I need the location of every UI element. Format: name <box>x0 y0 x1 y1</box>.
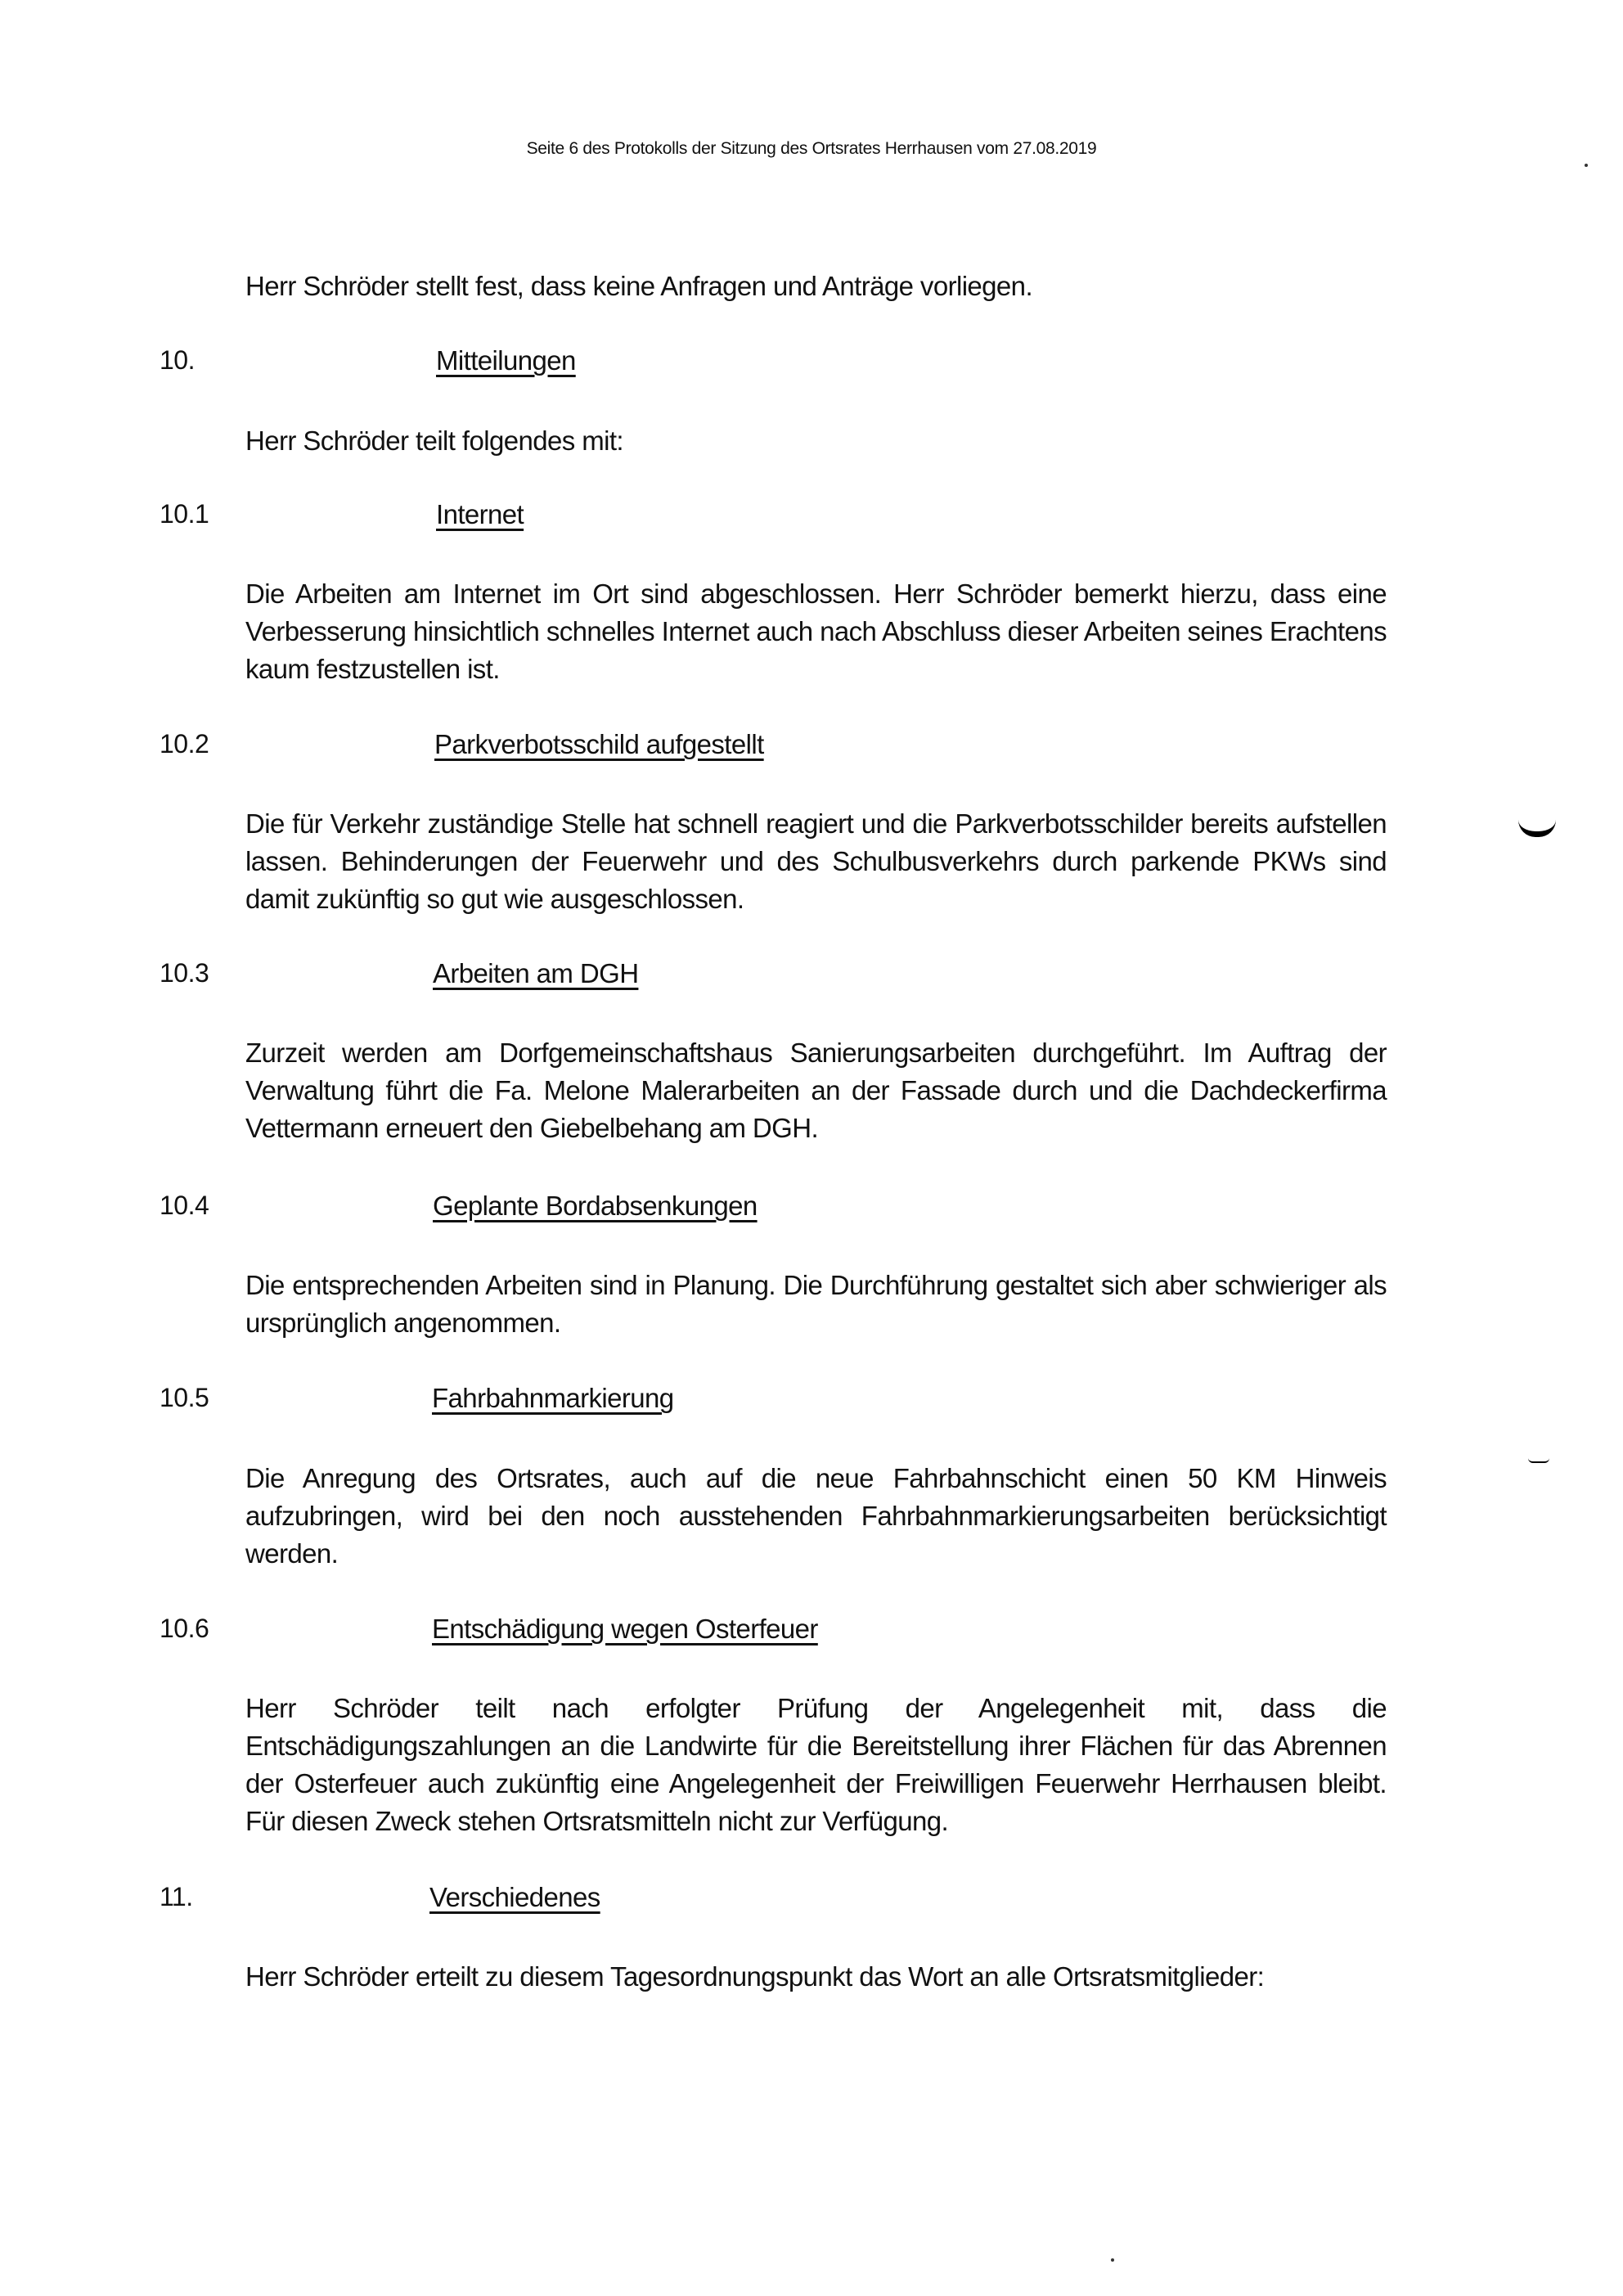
section-text: Zurzeit werden am Dorfgemeinschaftshaus Sanierungsarbeiten durchgeführt. Im Auftrag der Verwaltung führt die Fa. Melone Malerarbeiten an der Fassade durch und die Dachdeckerfirma Vettermann erneuert den Giebelbehang am DGH. <box>245 1038 1387 1143</box>
section-text: Die für Verkehr zuständige Stelle hat schnell reagiert und die Parkverbotsschilder bereits aufstellen lassen. Behinderungen der Feuerwehr und des Schulbusverkehrs durch parkende PKWs sind damit zukünftig so gut wie ausgeschlossen. <box>245 808 1387 914</box>
section-title: Internet <box>436 499 524 529</box>
section-number: 10.3 <box>160 958 209 988</box>
section-text: Die Anregung des Ortsrates, auch auf die neue Fahrbahnschicht einen 50 KM Hinweis aufzubringen, wird bei den noch ausstehenden Fahrbahnmarkierungsarbeiten berücksichtigt werden. <box>245 1463 1387 1569</box>
section-number: 10.2 <box>160 729 209 759</box>
section-title: Mitteilungen <box>436 345 576 376</box>
section-text: Die Arbeiten am Internet im Ort sind abgeschlossen. Herr Schröder bemerkt hierzu, dass eine Verbesserung hinsichtlich schnelles Internet auch nach Abschluss dieser Arbeiten seines Erachtens kaum festzustellen ist. <box>245 579 1387 684</box>
section-title: Fahrbahnmarkierung <box>432 1383 674 1413</box>
section-text: Herr Schröder erteilt zu diesem Tagesordnungspunkt das Wort an alle Ortsratsmitglieder: <box>245 1961 1265 1992</box>
scan-speck <box>1111 2258 1114 2262</box>
section-number: 10.1 <box>160 499 209 529</box>
section-text: Herr Schröder teilt folgendes mit: <box>245 425 623 456</box>
page-header: Seite 6 des Protokolls der Sitzung des Ortsrates Herrhausen vom 27.08.2019 <box>526 139 1097 158</box>
section-number: 10.6 <box>160 1614 209 1643</box>
section-number: 10. <box>160 345 195 375</box>
section-text: Herr Schröder teilt nach erfolgter Prüfung der Angelegenheit mit, dass die Entschädigungszahlungen an die Landwirte für die Bereitstellung ihrer Flächen für das Abrennen der Osterfeuer auch zukünftig eine Angelegenheit der Freiwilligen Feuerwehr Herrhausen bleibt. Für diesen Zweck stehen Ortsratsmitteln nicht zur Verfügung. <box>245 1693 1387 1836</box>
scan-mark <box>1528 1458 1549 1463</box>
section-title: Parkverbotsschild aufgestellt <box>434 729 764 759</box>
intro-paragraph: Herr Schröder stellt fest, dass keine Anfragen und Anträge vorliegen. <box>245 271 1033 301</box>
section-title: Verschiedenes <box>429 1882 600 1912</box>
section-title: Entschädigung wegen Osterfeuer <box>432 1614 818 1644</box>
scan-mark <box>1518 820 1556 837</box>
section-title: Arbeiten am DGH <box>433 958 639 988</box>
section-number: 10.5 <box>160 1383 209 1412</box>
section-text: Die entsprechenden Arbeiten sind in Planung. Die Durchführung gestaltet sich aber schwieriger als ursprünglich angenommen. <box>245 1270 1387 1338</box>
section-number: 10.4 <box>160 1191 209 1220</box>
scan-speck <box>1585 164 1588 167</box>
section-title: Geplante Bordabsenkungen <box>433 1191 758 1221</box>
section-number: 11. <box>160 1882 193 1911</box>
